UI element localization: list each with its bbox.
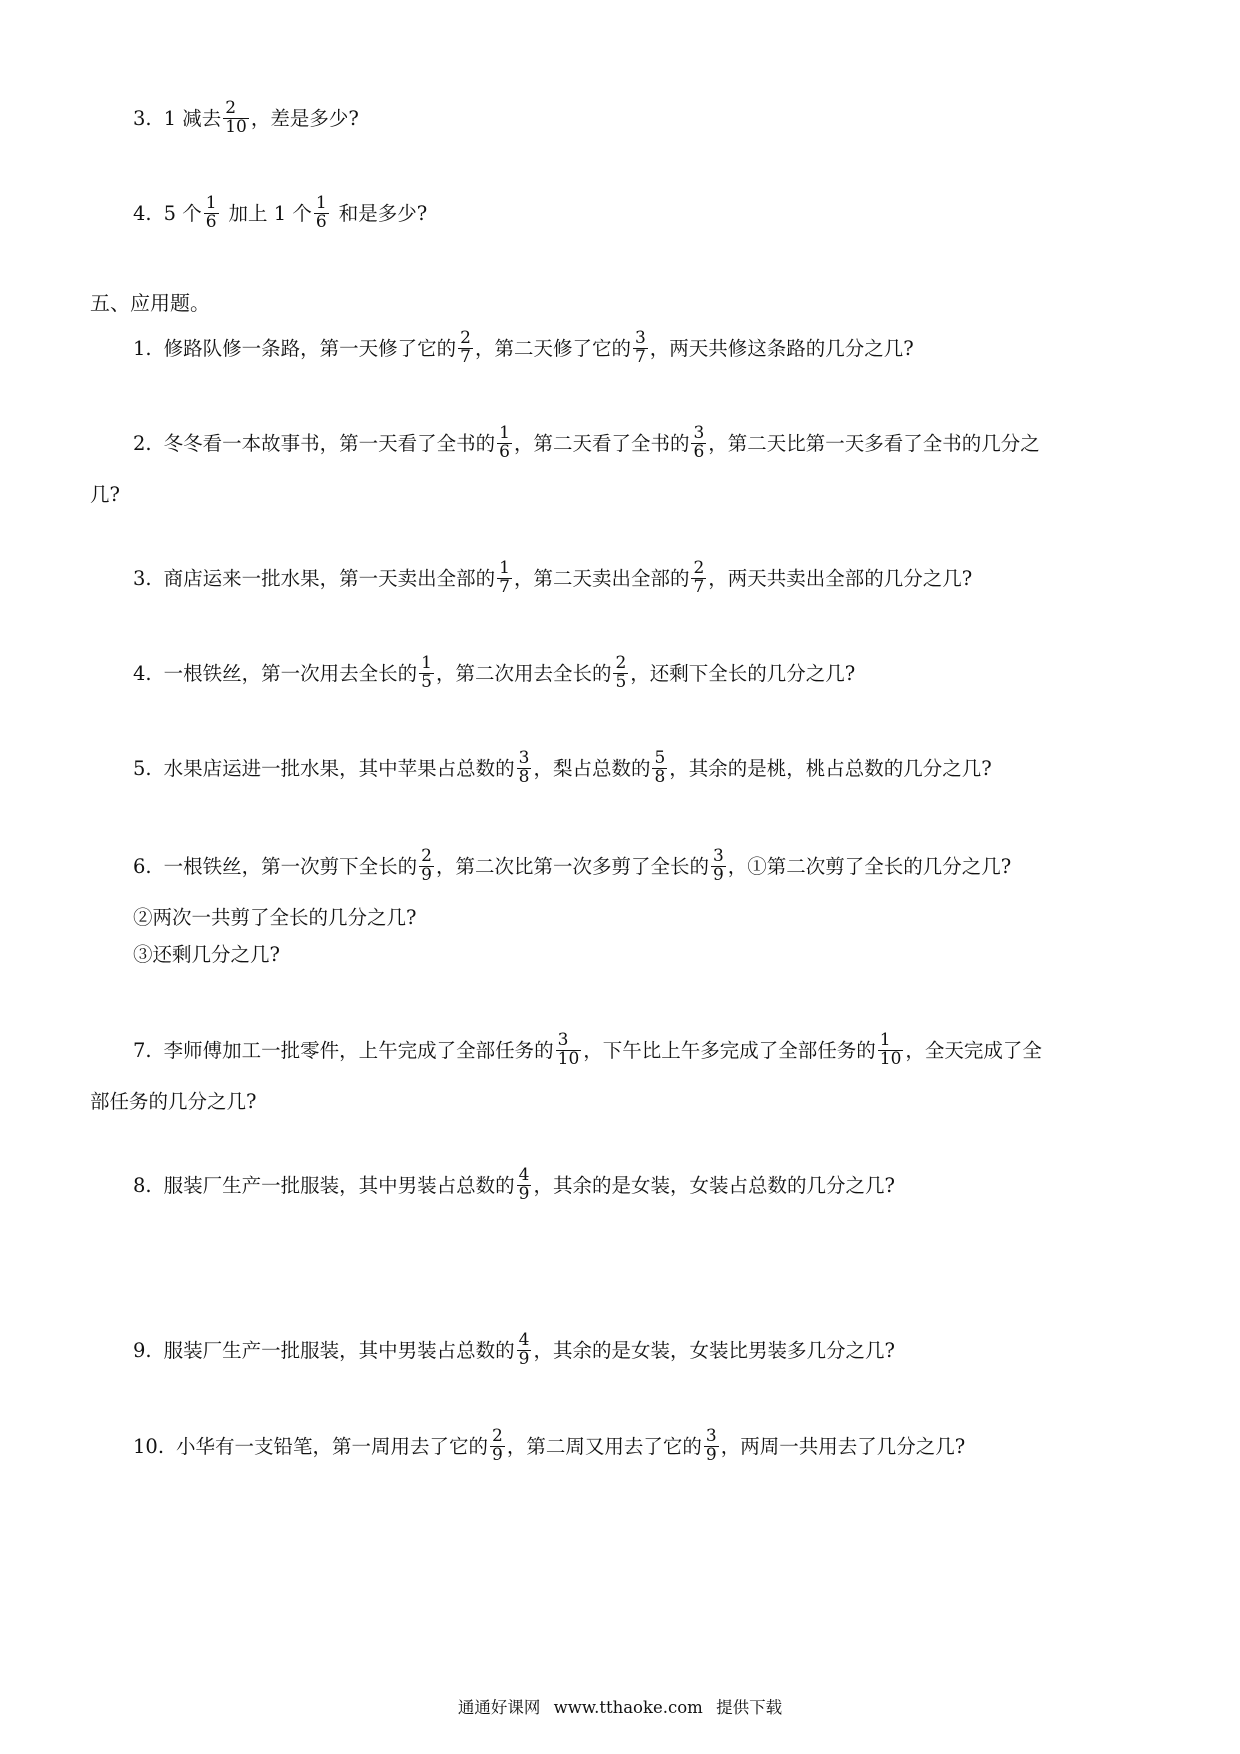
problem-number: 3.: [133, 566, 152, 590]
problem-text: ，梨占总数的: [533, 756, 651, 780]
problem-text: ，其余的是桃，桃占总数的几分之几?: [669, 756, 992, 780]
fraction: $\frac{1}{6}$: [315, 193, 327, 232]
problem-7-continuation: [90, 1092, 256, 1112]
problem-1: [133, 330, 914, 367]
section-title: 五、应用题。: [90, 291, 210, 315]
fraction: $\frac{1}{7}$: [499, 558, 510, 597]
problem-text: 服装厂生产一批服装，其中男装占总数的: [163, 1173, 515, 1197]
fraction: $\frac{2}{5}$: [615, 653, 627, 692]
footer-url: www.tthaoke.com: [553, 1698, 703, 1717]
problem-text: 修路队修一条路，第一天修了它的: [163, 336, 457, 360]
problem-number: 8.: [133, 1173, 152, 1197]
problem-text: ③还剩几分之几?: [133, 943, 280, 966]
fraction: $\frac{3}{10}$: [557, 1030, 580, 1069]
problem-text: ，①第二次剪了全长的几分之几?: [727, 854, 1012, 878]
problem-text: ，两周一共用去了几分之几?: [720, 1434, 966, 1458]
problem-text: 李师傅加工一批零件，上午完成了全部任务的: [163, 1038, 554, 1062]
problem-text: 冬冬看一本故事书，第一天看了全书的: [163, 431, 496, 455]
problem-text: 服装厂生产一批服装，其中男装占总数的: [163, 1338, 515, 1362]
problem-text: ，两天共修这条路的几分之几?: [649, 336, 914, 360]
problem-text: 部任务的几分之几?: [90, 1090, 257, 1113]
problem-9: [133, 1332, 895, 1369]
problem-number: 7.: [133, 1038, 152, 1062]
problem-text: ②两次一共剪了全长的几分之几?: [133, 906, 417, 929]
question-text: 1 减去: [163, 106, 222, 130]
problem-text: 商店运来一批水果，第一天卖出全部的: [163, 566, 496, 590]
problem-5: [133, 750, 992, 787]
problem-3: [133, 560, 972, 597]
fraction: $\frac{1}{5}$: [421, 653, 432, 692]
fraction: $\frac{1}{6}$: [205, 193, 217, 232]
fraction: $\frac{4}{9}$: [518, 1165, 530, 1204]
problem-text: ，第二周又用去了它的: [506, 1434, 702, 1458]
question-text: 加上 1 个: [228, 201, 312, 225]
question-text: 5 个: [163, 201, 202, 225]
fraction: $\frac{2}{9}$: [492, 1426, 503, 1465]
fraction: $\frac{2}{9}$: [421, 846, 432, 885]
problem-text: ，第二次用去全长的: [435, 661, 612, 685]
problem-2: [133, 425, 1040, 462]
problem-number: 4.: [133, 661, 152, 685]
problem-number: 5.: [133, 756, 152, 780]
fraction: $\frac{1}{10}$: [879, 1030, 902, 1069]
fraction: $\frac{4}{9}$: [518, 1330, 530, 1369]
problem-number: 10.: [133, 1434, 165, 1458]
fraction: $\frac{1}{6}$: [499, 423, 510, 462]
question-number: 3.: [133, 106, 152, 130]
problem-text: ，第二天看了全书的: [513, 431, 690, 455]
problem-text: 一根铁丝，第一次用去全长的: [163, 661, 418, 685]
problem-text: ，还剩下全长的几分之几?: [630, 661, 856, 685]
problem-text: ，第二天卖出全部的: [513, 566, 690, 590]
fraction: $\frac{3}{9}$: [712, 846, 724, 885]
problem-text: ，下午比上午多完成了全部任务的: [583, 1038, 876, 1062]
question-number: 4.: [133, 201, 152, 225]
problem-2-continuation: [90, 485, 120, 505]
problem-text: ，其余的是女装，女装比男装多几分之几?: [533, 1338, 895, 1362]
problem-number: 1.: [133, 336, 152, 360]
problem-number: 9.: [133, 1338, 152, 1362]
fraction: $\frac{2}{7}$: [693, 558, 705, 597]
problem-text: 水果店运进一批水果，其中苹果占总数的: [163, 756, 515, 780]
question-text: 和是多少?: [338, 201, 428, 225]
problem-6-sub-3: [133, 945, 280, 965]
problem-number: 2.: [133, 431, 152, 455]
page-footer: [0, 1700, 1240, 1717]
question-4: [133, 195, 427, 232]
problem-text: 小华有一支铅笔，第一周用去了它的: [176, 1434, 489, 1458]
problem-8: [133, 1167, 895, 1204]
problem-text: 一根铁丝，第一次剪下全长的: [163, 854, 418, 878]
fraction: $\frac{3}{7}$: [634, 328, 646, 367]
problem-text: ，两天共卖出全部的几分之几?: [708, 566, 973, 590]
fraction: $\frac{3}{9}$: [705, 1426, 717, 1465]
footer-suffix: 提供下载: [716, 1698, 783, 1717]
problem-6: [133, 848, 1011, 885]
footer-site-name: 通通好课网: [457, 1698, 541, 1717]
problem-text: ，第二天修了它的: [474, 336, 631, 360]
problem-7: [133, 1032, 1042, 1069]
problem-10: [133, 1428, 965, 1465]
fraction: $\frac{3}{6}$: [693, 423, 705, 462]
problem-text: ，其余的是女装，女装占总数的几分之几?: [533, 1173, 895, 1197]
problem-text: ，全天完成了全: [905, 1038, 1042, 1062]
question-text: ，差是多少?: [250, 106, 359, 130]
fraction: $\frac{2}{10}$: [225, 98, 247, 137]
question-3: [133, 100, 359, 137]
problem-number: 6.: [133, 854, 152, 878]
fraction: $\frac{2}{7}$: [460, 328, 471, 367]
problem-text: 几?: [90, 483, 120, 506]
problem-text: ，第二天比第一天多看了全书的几分之: [708, 431, 1040, 455]
problem-4: [133, 655, 855, 692]
problem-text: ，第二次比第一次多剪了全长的: [435, 854, 709, 878]
fraction: $\frac{3}{8}$: [518, 748, 530, 787]
fraction: $\frac{5}{8}$: [654, 748, 666, 787]
problem-6-sub-2: [133, 908, 416, 928]
